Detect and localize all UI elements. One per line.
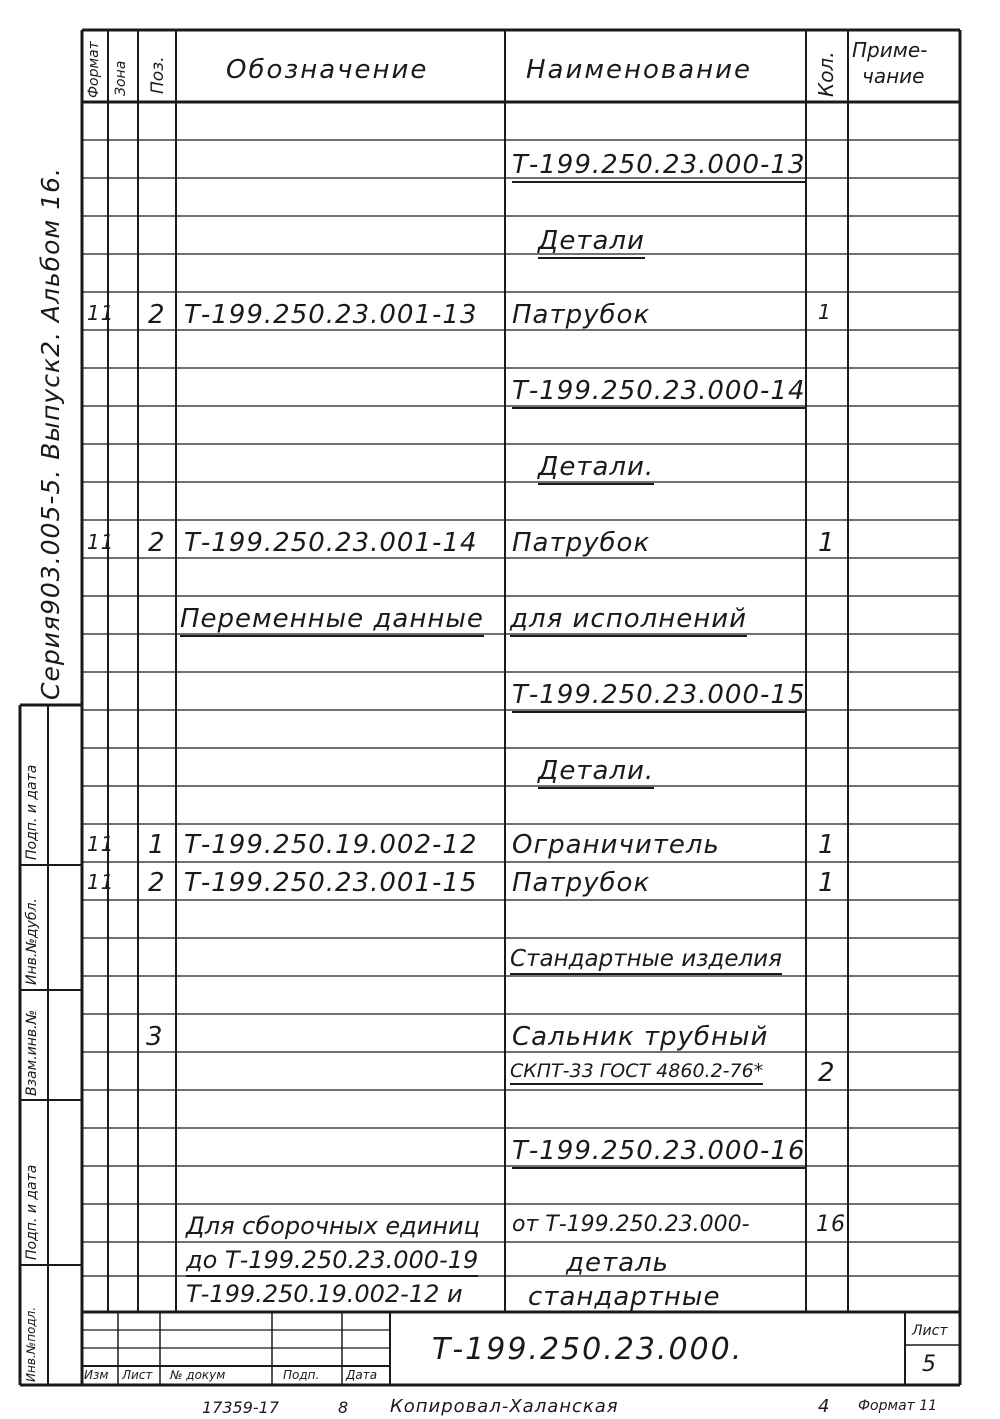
footer-right-num: 4	[818, 1396, 830, 1417]
row10-pos: 1	[148, 830, 166, 860]
row6-qty: 1	[818, 528, 836, 558]
title-col-izm: Изм	[84, 1368, 109, 1382]
row3-designation: Т-199.250.23.001-13	[184, 300, 478, 330]
row2-name: Детали	[538, 226, 645, 259]
row10-name: Ограничитель	[512, 830, 720, 860]
row11-format: 11	[87, 870, 115, 894]
row8-name: Т-199.250.23.000-15	[512, 680, 806, 713]
row18-designation: Т-199.250.19.002-12 и	[186, 1280, 463, 1308]
row7-designation: Переменные данные	[180, 604, 484, 637]
row9-name: Детали.	[538, 756, 654, 789]
title-col-docnum: № докум	[170, 1368, 226, 1382]
row3-name: Патрубок	[512, 300, 651, 330]
header-note-1: Приме-	[852, 38, 928, 62]
title-col-sign: Подп.	[283, 1368, 320, 1382]
footer-format: Формат 11	[858, 1398, 938, 1414]
row16-designation: Для сборочных единиц	[186, 1212, 480, 1240]
row1-name: Т-199.250.23.000-13	[512, 150, 806, 183]
title-col-list: Лист	[122, 1368, 153, 1382]
row17-designation: до Т-199.250.23.000-19	[186, 1246, 478, 1277]
header-note-2: чание	[862, 64, 925, 88]
row15-name: Т-199.250.23.000-16	[512, 1136, 806, 1169]
header-name: Наименование	[526, 55, 753, 85]
row3-pos: 2	[148, 300, 166, 330]
row6-pos: 2	[148, 528, 166, 558]
footer-num: 8	[338, 1398, 349, 1417]
stamp-inv-podl: Инв.№подл.	[24, 1306, 38, 1382]
row3-qty: 1	[818, 300, 832, 324]
row6-format: 11	[87, 530, 115, 554]
row16-name: от Т-199.250.23.000-	[512, 1212, 750, 1237]
series-side-text: Серия903.005-5. Выпуск2. Альбом 16.	[36, 167, 65, 700]
title-doc-number: Т-199.250.23.000.	[432, 1332, 744, 1367]
footer-code: 17359-17	[202, 1398, 280, 1417]
row11-qty: 1	[818, 868, 836, 898]
row14-qty: 2	[818, 1058, 836, 1088]
stamp-sign-date-1: Подп. и дата	[24, 764, 40, 860]
row11-designation: Т-199.250.23.001-15	[184, 868, 478, 898]
row10-format: 11	[87, 832, 115, 856]
row13-pos: 3	[146, 1022, 164, 1052]
header-format: Формат	[86, 41, 102, 98]
row18-name: стандартные	[528, 1282, 721, 1312]
stamp-inv-dubl: Инв.№дубл.	[24, 898, 40, 985]
row6-name: Патрубок	[512, 528, 651, 558]
header-qty: Кол.	[814, 51, 838, 97]
row10-qty: 1	[818, 830, 836, 860]
row11-pos: 2	[148, 868, 166, 898]
title-sheet-label: Лист	[912, 1323, 948, 1339]
row16-qty: 16	[816, 1212, 846, 1237]
row6-designation: Т-199.250.23.001-14	[184, 528, 478, 558]
title-col-date: Дата	[346, 1368, 378, 1382]
row13-name: Сальник трубный	[512, 1022, 769, 1052]
row11-name: Патрубок	[512, 868, 651, 898]
footer-copier: Копировал-Халанская	[390, 1396, 619, 1417]
row4-name: Т-199.250.23.000-14	[512, 376, 806, 409]
row17-name: деталь	[566, 1248, 669, 1278]
row12-name: Стандартные изделия	[510, 946, 782, 975]
row7-name: для исполнений	[510, 604, 747, 637]
title-sheet-number: 5	[922, 1352, 936, 1377]
stamp-sign-date-2: Подп. и дата	[24, 1164, 40, 1260]
row5-name: Детали.	[538, 452, 654, 485]
header-designation: Обозначение	[226, 55, 429, 85]
header-zone: Зона	[113, 60, 129, 96]
stamp-vzam-inv: Взам.инв.№	[24, 1009, 40, 1096]
row3-format: 11	[87, 301, 115, 325]
header-pos: Поз.	[148, 56, 168, 94]
row14-name: СКПТ-33 ГОСТ 4860.2-76*	[510, 1060, 763, 1085]
row10-designation: Т-199.250.19.002-12	[184, 830, 478, 860]
